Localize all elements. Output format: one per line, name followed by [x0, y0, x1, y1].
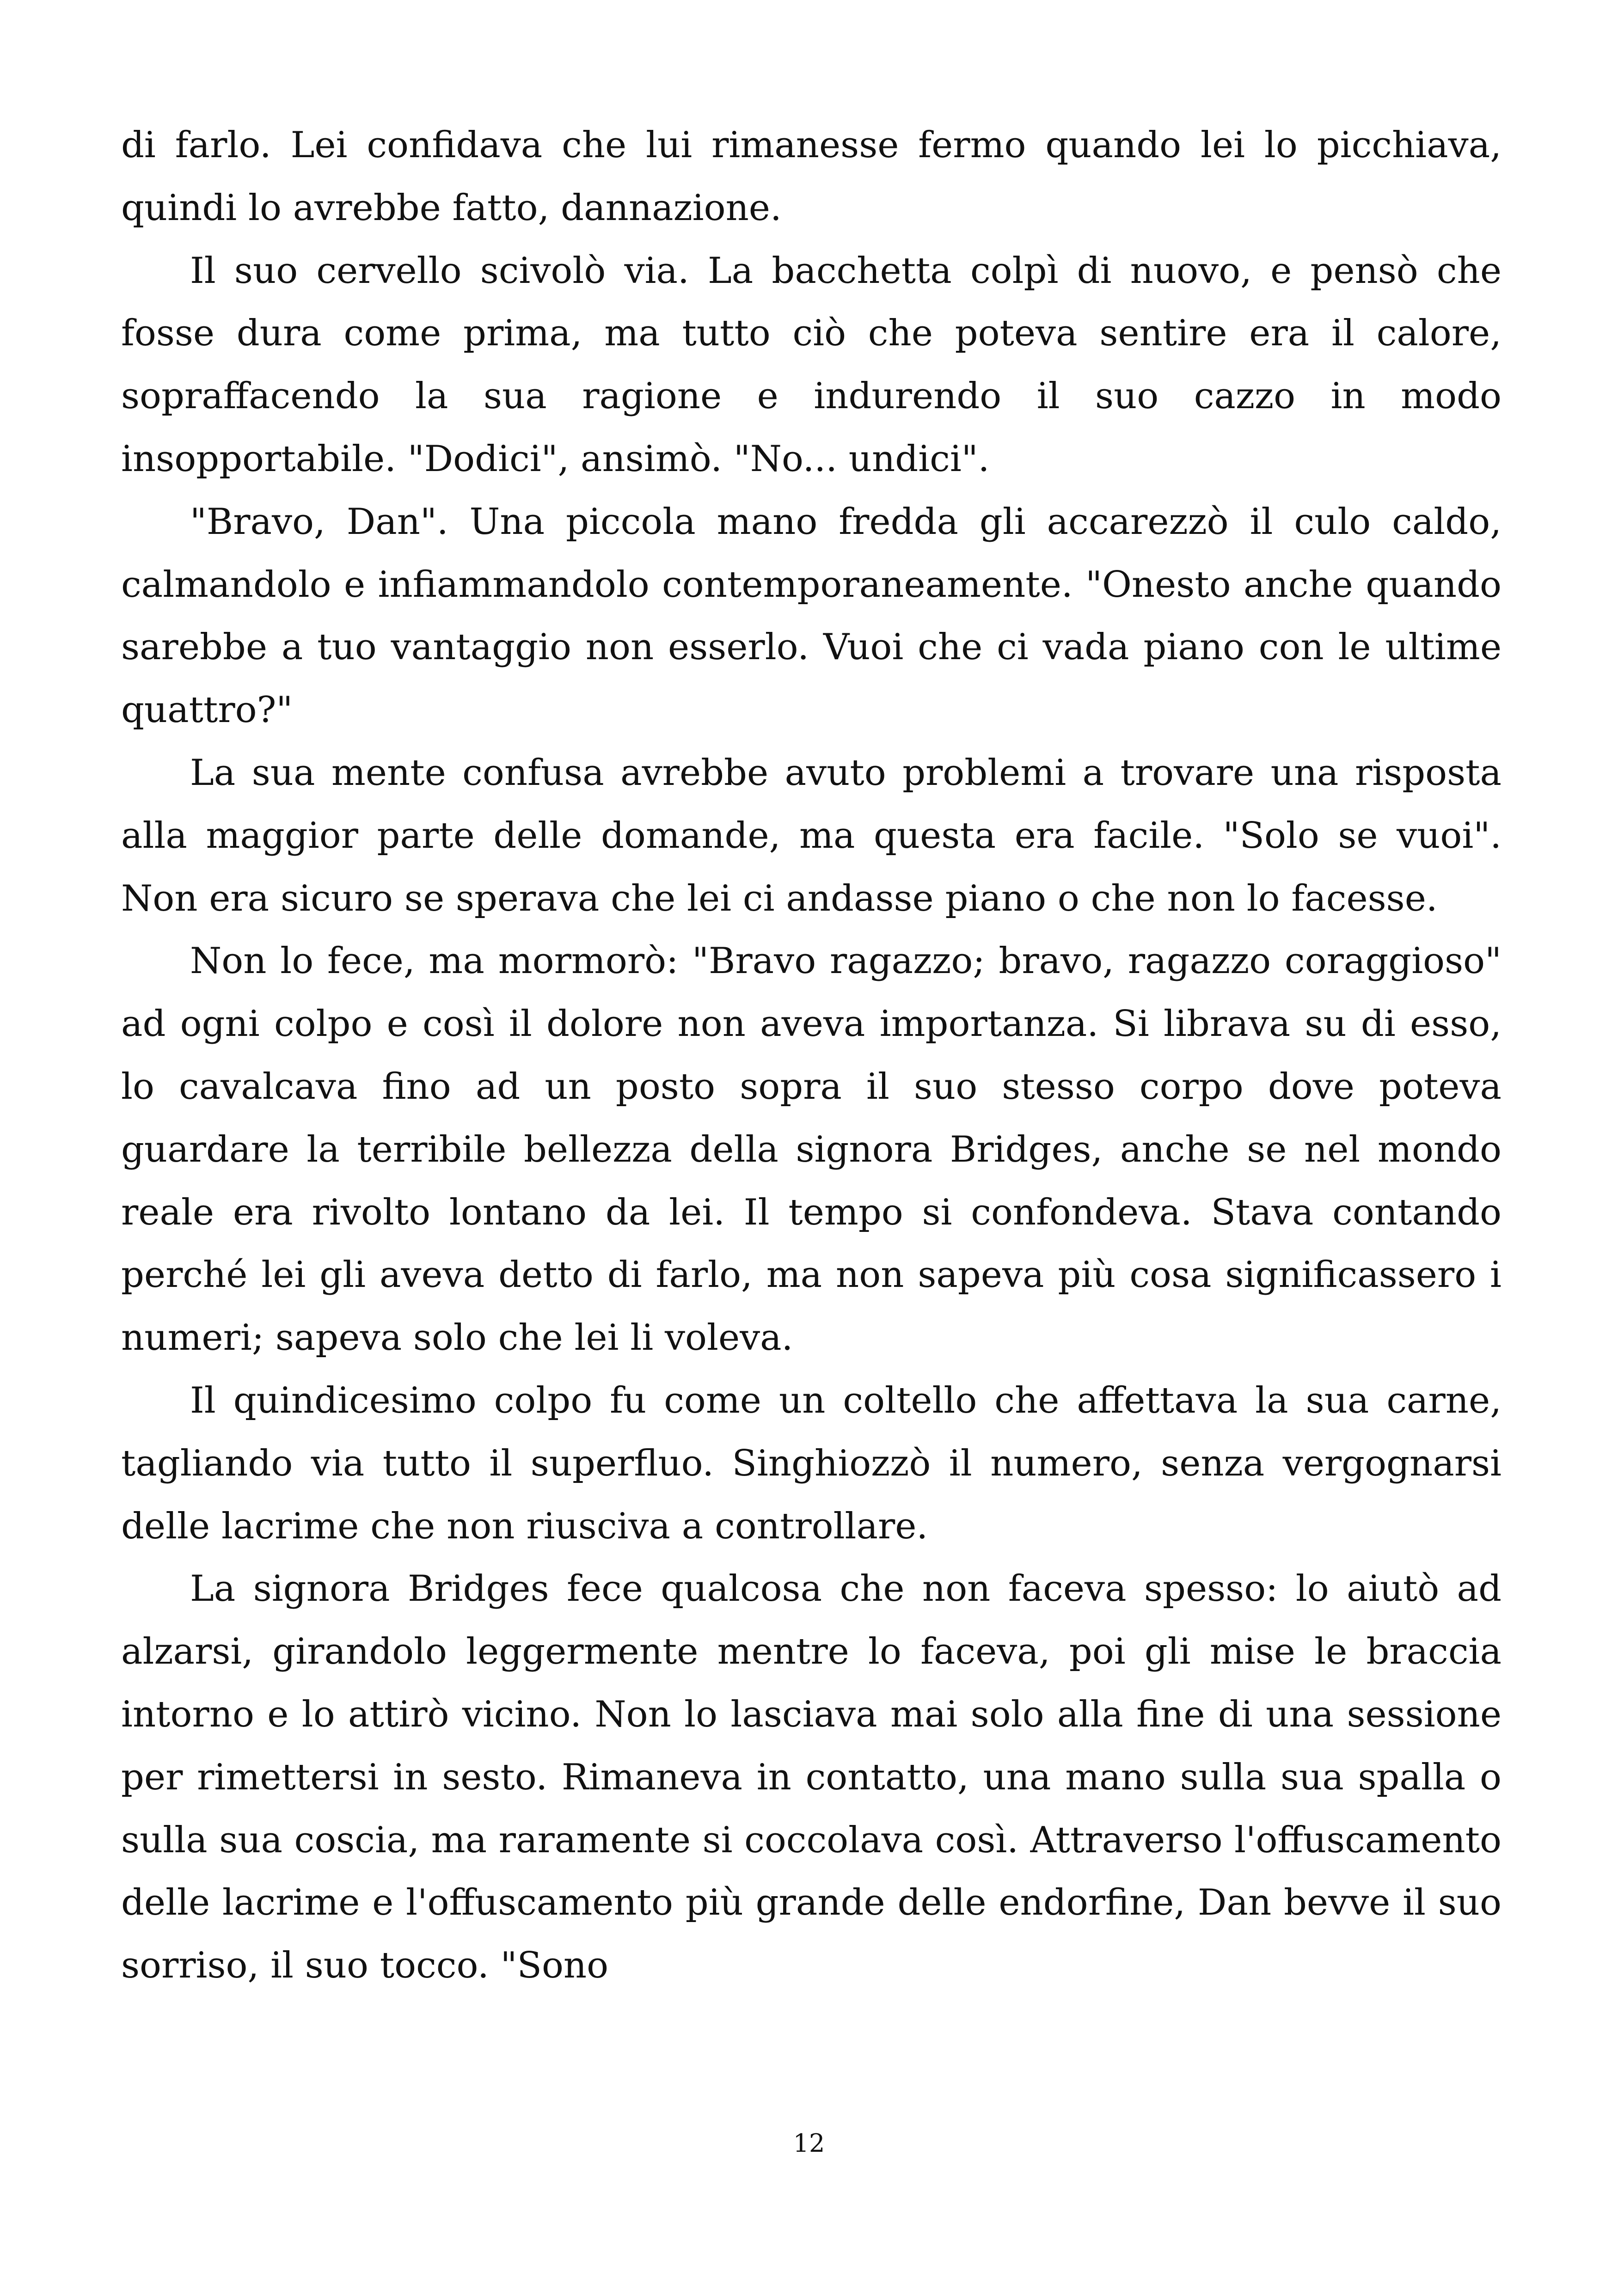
paragraph: "Bravo, Dan". Una piccola mano fredda gli accarezzò il culo caldo, calmandolo e infiammandolo contemporaneamente. "Onesto anche quando sarebbe a tuo vantaggio non esserlo. Vuoi che ci vada piano con le ultime quattro?": [121, 501, 1502, 731]
paragraph: Non lo fece, ma mormorò: "Bravo ragazzo; bravo, ragazzo coraggioso" ad ogni colpo e così il dolore non aveva importanza. Si librava su di esso, lo cavalcava fino ad un posto sopra il suo stesso corpo dove poteva guardare la terribile bellezza della signora Bridges, anche se nel mondo reale era rivolto lontano da lei. Il tempo si confondeva. Stava contando perché lei gli aveva detto di farlo, ma non sapeva più cosa significassero i numeri; sapeva solo che lei li voleva.: [121, 940, 1502, 1359]
paragraph: Il quindicesimo colpo fu come un coltello che affettava la sua carne, tagliando via tutto il superfluo. Singhiozzò il numero, senza vergognarsi delle lacrime che non riusciva a controllare.: [121, 1379, 1502, 1547]
paragraph: Il suo cervello scivolò via. La bacchetta colpì di nuovo, e pensò che fosse dura come prima, ma tutto ciò che poteva sentire era il calore, sopraffacendo la sua ragione e indurendo il suo cazzo in modo insopportabile. "Dodici", ansimò. "No... undici".: [121, 250, 1502, 480]
paragraph-continued: di farlo. Lei confidava che lui rimanesse fermo quando lei lo picchiava, quindi lo avrebbe fatto, dannazione.: [121, 124, 1502, 229]
paragraph: La sua mente confusa avrebbe avuto problemi a trovare una risposta alla maggior parte delle domande, ma questa era facile. "Solo se vuoi". Non era sicuro se sperava che lei ci andasse piano o che non lo facesse.: [121, 752, 1502, 919]
paragraph: La signora Bridges fece qualcosa che non faceva spesso: lo aiutò ad alzarsi, girandolo leggermente mentre lo faceva, poi gli mise le braccia intorno e lo attirò vicino. Non lo lasciava mai solo alla fine di una sessione per rimettersi in sesto. Rimaneva in contatto, una mano sulla sua spalla o sulla sua coscia, ma raramente si coccolava così. Attraverso l'offuscamento delle lacrime e l'offuscamento più grande delle endorfine, Dan bevve il suo sorriso, il suo tocco. "Sono: [121, 1568, 1502, 1987]
page-number: 12: [793, 2129, 825, 2158]
body-text: [121, 114, 1502, 1997]
